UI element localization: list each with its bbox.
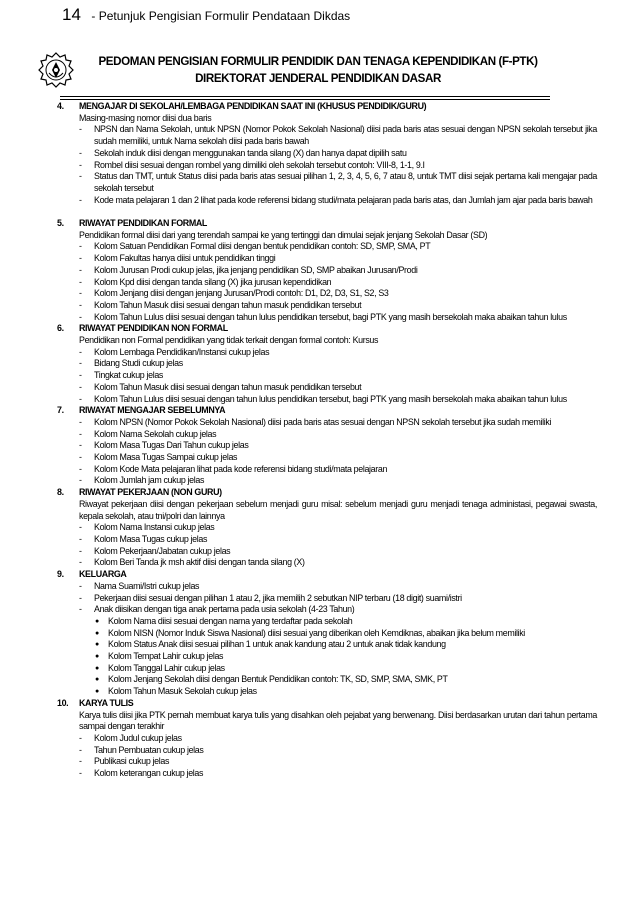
list-item: - Publikasi cukup jelas	[94, 756, 597, 768]
section-item-list	[57, 417, 597, 487]
section-item-list	[57, 581, 597, 698]
section-8	[57, 487, 597, 569]
list-item: - Kolom NPSN (Nomor Pokok Sekolah Nasional) diisi pada baris atas sesuai dengan NPSN sekolah tersebut jika sudah memiliki	[94, 417, 597, 429]
section-title: RIWAYAT PEKERJAAN (NON GURU)	[79, 487, 222, 498]
list-item: - Kolom Lembaga Pendidikan/Instansi cukup jelas	[94, 347, 597, 359]
section-item-list	[57, 347, 597, 406]
list-item: - Kode mata pelajaran 1 dan 2 lihat pada kode referensi bidang studi/mata pelajaran pada baris atas, dan Jumlah jam ajar pada baris bawah	[94, 195, 597, 207]
list-item: - Kolom Tahun Masuk diisi sesuai dengan tahun masuk pendidikan tersebut	[94, 382, 597, 394]
list-item: - Kolom keterangan cukup jelas	[94, 768, 597, 780]
section-title: MENGAJAR DI SEKOLAH/LEMBAGA PENDIDIKAN SAAT INI (KHUSUS PENDIDIK/GURU)	[79, 101, 427, 111]
title-rule-top	[60, 96, 550, 97]
list-item: - Kolom Tahun Masuk diisi sesuai dengan tahun masuk pendidikan tersebut	[94, 300, 597, 312]
page-number: 14	[62, 5, 81, 24]
list-item: - Anak diisikan dengan tiga anak pertama pada usia sekolah (4-23 Tahun)	[94, 604, 597, 616]
sub-list-item: ● Kolom Tempat Lahir cukup jelas	[108, 651, 597, 663]
list-item: - Bidang Studi cukup jelas	[94, 358, 597, 370]
list-item: - Kolom Masa Tugas Sampai cukup jelas	[94, 452, 597, 464]
list-item: - Kolom Tahun Lulus diisi sesuai dengan tahun lulus pendidikan tersebut, bagi PTK yang masih bersekolah maka abaikan tahun lulus	[94, 312, 597, 324]
section-item-list	[57, 522, 597, 569]
section-7	[57, 405, 597, 487]
section-item-list	[57, 733, 597, 780]
section-title: RIWAYAT MENGAJAR SEBELUMNYA	[79, 405, 226, 416]
sub-list-item: ● Kolom Tahun Masuk Sekolah cukup jelas	[108, 686, 597, 698]
list-item: - Kolom Judul cukup jelas	[94, 733, 597, 745]
section-title: RIWAYAT PENDIDIKAN FORMAL	[79, 218, 207, 229]
section-heading	[57, 487, 597, 499]
list-item: - Kolom Masa Tugas Dari Tahun cukup jelas	[94, 440, 597, 452]
list-item: - Sekolah induk diisi dengan menggunakan tanda silang (X) dan hanya dapat dipilih satu	[94, 148, 597, 160]
list-item: - Kolom Satuan Pendidikan Formal diisi dengan bentuk pendidikan contoh: SD, SMP, SMA, PT	[94, 241, 597, 253]
list-item: - Kolom Fakultas hanya diisi untuk pendidikan tinggi	[94, 253, 597, 265]
tut-wuri-handayani-logo-icon	[38, 52, 74, 88]
document-body	[57, 101, 597, 780]
list-item: - Status dan TMT, untuk Status diisi pada baris atas sesuai pilihan 1, 2, 3, 4, 5, 6, 7 atau 8, untuk TMT diisi sejak pertama kali mengajar pada sekolah tersebut	[94, 171, 597, 194]
list-item: - Nama Suami/Istri cukup jelas	[94, 581, 597, 593]
section-number: 7.	[57, 405, 64, 416]
section-intro: Masing-masing nomor diisi dua baris	[79, 112, 212, 123]
section-heading	[57, 323, 597, 335]
section-title: KELUARGA	[79, 569, 127, 580]
section-title: RIWAYAT PENDIDIKAN NON FORMAL	[79, 323, 228, 334]
sub-list-item: ● Kolom Jenjang Sekolah diisi dengan Bentuk Pendidikan contoh: TK, SD, SMP, SMA, SMK, PT	[108, 674, 597, 686]
list-item: - Kolom Kpd diisi dengan tanda silang (X) jika jurusan kependidikan	[94, 277, 597, 289]
title-rule-bottom	[60, 99, 550, 100]
list-item: - Kolom Jenjang diisi dengan jenjang Jurusan/Prodi contoh: D1, D2, D3, S1, S2, S3	[94, 288, 597, 300]
sub-list-item: ● Kolom Nama diisi sesuai dengan nama yang terdaftar pada sekolah	[108, 616, 597, 628]
section-5	[57, 218, 597, 323]
section-intro: Riwayat pekerjaan diisi dengan pekerjaan sebelum menjadi guru misal: sebelum menjadi guru menjadi tenaga administasi, pegawai swasta, kepala sekolah, atau tni/polri dan lainnya	[79, 498, 597, 521]
list-item: - Kolom Kode Mata pelajaran lihat pada kode referensi bidang studi/mata pelajaran	[94, 464, 597, 476]
section-heading	[57, 569, 597, 581]
list-item: - Kolom Jurusan Prodi cukup jelas, jika jenjang pendidikan SD, SMP abaikan Jurusan/Prodi	[94, 265, 597, 277]
doc-title-line1: PEDOMAN PENGISIAN FORMULIR PENDIDIK DAN TENAGA KEPENDIDIKAN (F-PTK)	[98, 55, 538, 68]
list-item: - Tahun Pembuatan cukup jelas	[94, 745, 597, 757]
list-item: - Pekerjaan diisi sesuai dengan pilihan 1 atau 2, jika memilih 2 sebutkan NIP terbaru (18 digit) suami/istri	[94, 593, 597, 605]
list-item: - Kolom Tahun Lulus diisi sesuai dengan tahun lulus pendidikan tersebut, bagi PTK yang masih bersekolah maka abaikan tahun lulus	[94, 394, 597, 406]
section-intro: Pendidikan non Formal pendidikan yang tidak terkait dengan formal contoh: Kursus	[79, 335, 379, 346]
section-title: KARYA TULIS	[79, 697, 134, 708]
list-item: - Tingkat cukup jelas	[94, 370, 597, 382]
doc-title-line2: DIREKTORAT JENDERAL PENDIDIKAN DASAR	[195, 72, 441, 85]
list-item: - Kolom Nama Instansi cukup jelas	[94, 522, 597, 534]
section-number: 10.	[57, 697, 69, 708]
section-heading	[57, 405, 597, 417]
page-header-title: - Petunjuk Pengisian Formulir Pendataan Dikdas	[91, 9, 351, 23]
section-number: 9.	[57, 569, 64, 580]
sub-list-item: ● Kolom Tanggal Lahir cukup jelas	[108, 663, 597, 675]
list-item: - Kolom Nama Sekolah cukup jelas	[94, 429, 597, 441]
sub-list-item: ● Kolom NISN (Nomor Induk Siswa Nasional) diisi sesuai yang diberikan oleh Kemdiknas, abaikan jika belum memiliki	[108, 628, 597, 640]
list-item: - Kolom Beri Tanda jk msh aktif diisi dengan tanda silang (X)	[94, 557, 597, 569]
list-item: - NPSN dan Nama Sekolah, untuk NPSN (Nomor Pokok Sekolah Nasional) diisi pada baris atas sesuai dengan NPSN sekolah tersebut jika sudah memiliki, untuk Nama sekolah diisi pada baris bawah	[94, 124, 597, 147]
list-item: - Rombel diisi sesuai dengan rombel yang dimiliki oleh sekolah tersebut contoh: VIII-8, 1-1, 9.I	[94, 160, 597, 172]
section-intro: Pendidikan formal diisi dari yang terendah sampai ke yang tertinggi dan dimulai sejak jenjang Sekolah Dasar (SD)	[79, 229, 488, 240]
section-number: 6.	[57, 323, 64, 334]
sub-list-item: ● Kolom Status Anak diisi sesuai pilihan 1 untuk anak kandung atau 2 untuk anak tidak kandung	[108, 639, 597, 651]
section-item-list	[57, 124, 597, 206]
section-heading	[57, 101, 597, 113]
section-intro: Karya tulis diisi jika PTK pernah membuat karya tulis yang disahkan oleh pejabat yang berwenang. Diisi berdasarkan urutan dari tahun pertama sampai dengan terakhir	[79, 709, 597, 732]
section-10	[57, 698, 597, 780]
blank-line	[57, 206, 597, 218]
section-heading	[57, 218, 597, 230]
list-item: - Kolom Masa Tugas cukup jelas	[94, 534, 597, 546]
section-number: 5.	[57, 218, 64, 229]
section-6	[57, 323, 597, 405]
section-9	[57, 569, 597, 698]
list-item: - Kolom Jumlah jam cukup jelas	[94, 475, 597, 487]
section-number: 4.	[57, 101, 64, 111]
section-heading	[57, 698, 597, 710]
section-4	[57, 101, 597, 206]
page-header	[62, 5, 350, 25]
list-item: - Kolom Pekerjaan/Jabatan cukup jelas	[94, 546, 597, 558]
section-item-list	[57, 241, 597, 323]
section-number: 8.	[57, 487, 64, 498]
